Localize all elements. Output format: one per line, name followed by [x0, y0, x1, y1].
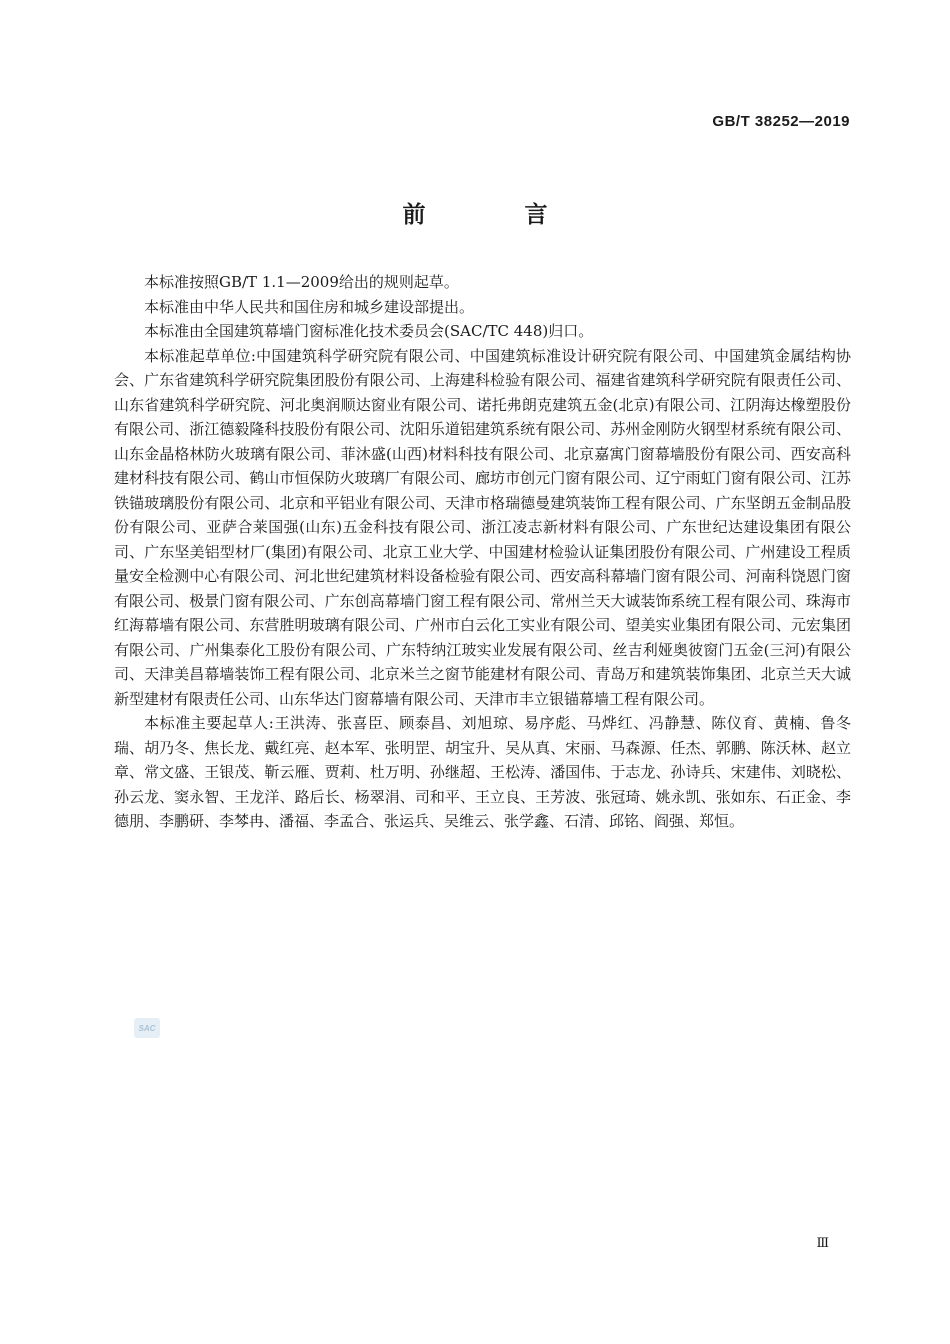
paragraph-drafting-rules: 本标准按照GB/T 1.1—2009给出的规则起草。: [144, 273, 459, 291]
paragraph-drafting-units: 本标准起草单位:中国建筑科学研究院有限公司、中国建筑标准设计研究院有限公司、中国建筑金属结构协会、广东省建筑科学研究院集团股份有限公司、上海建科检验有限公司、福建省建筑科学研究院有限责任公司、山东省建筑科学研究院、河北奥润顺达窗业有限公司、诺托弗朗克建筑五金(北京)有限公司、江阴海达橡塑股份有限公司、浙江德毅隆科技股份有限公司、沈阳乐道铝建筑系统有限公司、苏州金刚防火钢型材系统有限公司、山东金晶格林防火玻璃有限公司、菲沐盛(山西)材料科技有限公司、北京嘉寓门窗幕墙股份有限公司、西安高科建材科技有限公司、鹤山市恒保防火玻璃厂有限公司、廊坊市创元门窗有限公司、辽宁雨虹门窗有限公司、江苏铁锚玻璃股份有限公司、北京和平铝业有限公司、天津市格瑞德曼建筑装饰工程有限公司、广东坚朗五金制品股份有限公司、亚萨合莱国强(山东)五金科技有限公司、浙江凌志新材料有限公司、广东世纪达建设集团有限公司、广东坚美铝型材厂(集团)有限公司、北京工业大学、中国建材检验认证集团股份有限公司、广州建设工程质量安全检测中心有限公司、河北世纪建筑材料设备检验有限公司、西安高科幕墙门窗有限公司、河南科饶恩门窗有限公司、极景门窗有限公司、广东创高幕墙门窗工程有限公司、常州兰天大诚装饰系统工程有限公司、珠海市红海幕墙有限公司、东营胜明玻璃有限公司、广州市白云化工实业有限公司、望美实业集团有限公司、元宏集团有限公司、广州集泰化工股份有限公司、广东特纳江玻实业发展有限公司、丝吉利娅奥彼窗门五金(三河)有限公司、天津美昌幕墙装饰工程有限公司、北京米兰之窗节能建材有限公司、青岛万和建筑装饰集团、北京兰天大诚新型建材有限责任公司、山东华达门窗幕墙有限公司、天津市丰立银锚幕墙工程有限公司。: [114, 346, 851, 708]
paragraph-proposer: 本标准由中华人民共和国住房和城乡建设部提出。: [144, 297, 475, 316]
page-number: Ⅲ: [816, 1236, 829, 1251]
page-title: 前 言: [402, 201, 586, 228]
paragraph-committee: 本标准由全国建筑幕墙门窗标准化技术委员会(SAC/TC 448)归口。: [144, 322, 594, 340]
paragraph-drafters: 本标准主要起草人:王洪涛、张喜臣、顾泰昌、刘旭琼、易序彪、马烨红、冯静慧、陈仪育、黄楠、鲁冬瑞、胡乃冬、焦长龙、戴红亮、赵本军、张明罡、胡宝升、吴从真、宋丽、马森源、任杰、郭鹏、陈沃林、赵立章、常文盛、王银茂、靳云雁、贾莉、杜万明、孙继超、王松涛、潘国伟、于志龙、孙诗兵、宋建伟、刘晓松、孙云龙、窦永智、王龙洋、路后长、杨翠涓、司和平、王立良、王芳波、张冠琦、姚永凯、张如东、石正金、李德朋、李鹏研、李棽冉、潘福、李孟合、张运兵、吴维云、张学鑫、石清、邱铭、阎强、郑恒。: [114, 714, 851, 830]
standard-code: GB/T 38252—2019: [712, 113, 850, 130]
foreword-body: [114, 270, 851, 834]
sac-logo-icon: SAC: [134, 1018, 160, 1038]
